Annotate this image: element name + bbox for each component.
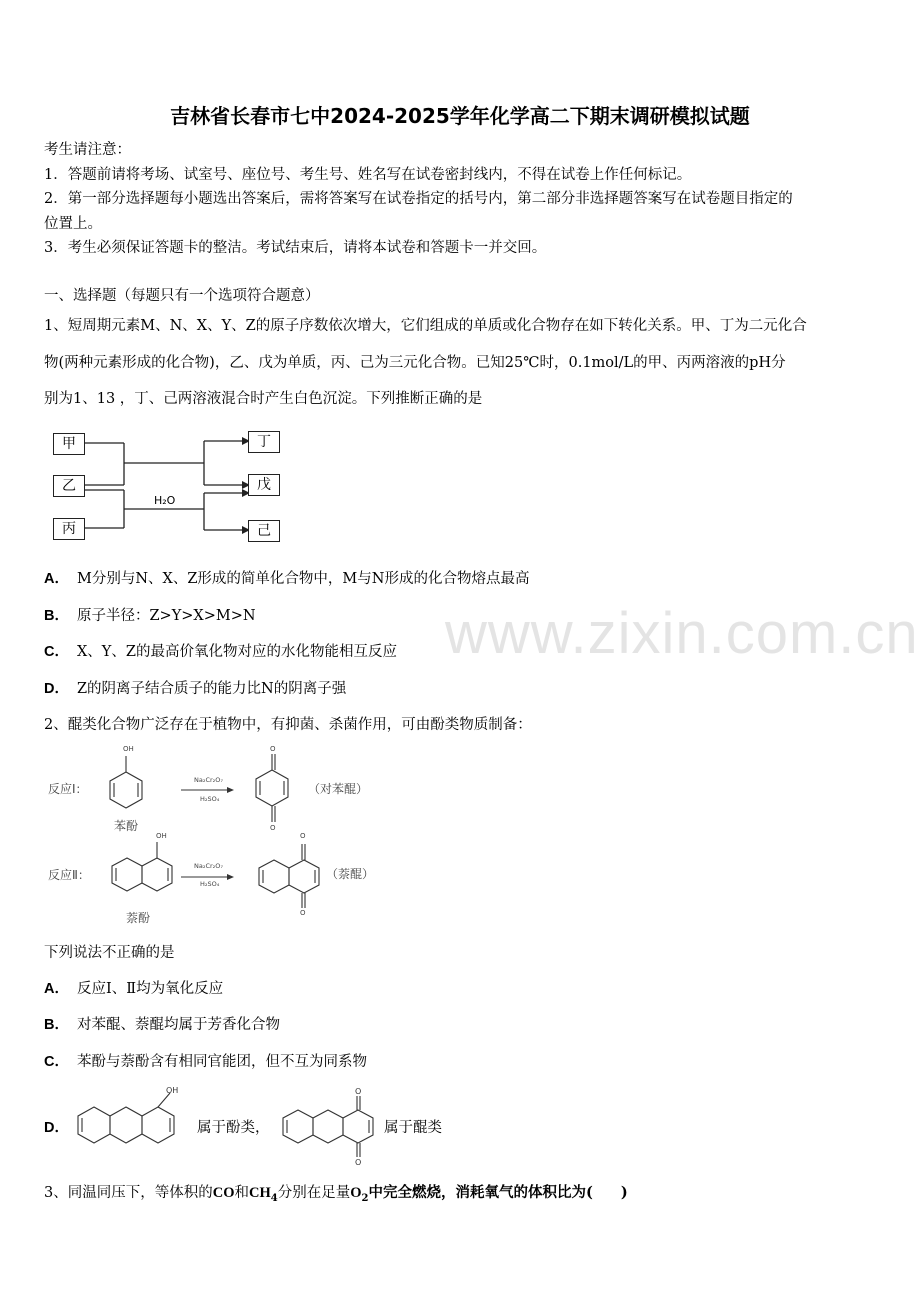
q2-option-c bbox=[44, 1050, 367, 1071]
notice-heading: 考生请注意： bbox=[44, 142, 131, 158]
option-text: 原子半径：Z>Y>X>M>N bbox=[76, 608, 256, 624]
q2-option-d-text-a: 属于酚类， bbox=[197, 1120, 270, 1136]
box-bing: 丙 bbox=[53, 518, 85, 540]
formula-o2: O bbox=[350, 1185, 362, 1201]
box-ji: 己 bbox=[248, 520, 280, 542]
watermark: www.zixin.com.cn bbox=[445, 601, 919, 666]
o-label-5: O bbox=[355, 1087, 362, 1096]
option-key: A． bbox=[44, 981, 69, 997]
q3-part-1: 3、同温同压下，等体积的 bbox=[44, 1185, 213, 1201]
q1-option-d bbox=[44, 677, 346, 698]
option-key: D． bbox=[44, 681, 69, 697]
q3-stem bbox=[44, 1181, 628, 1204]
q1-stem-line-2: 物(两种元素形成的化合物)，乙、戊为单质，丙、己为三元化合物。已知25℃时，0.1mol/L的甲、丙两溶液的pH分 bbox=[44, 355, 786, 371]
reagent-top-1: Na₂Cr₂O₇ bbox=[194, 776, 223, 784]
q2-stem: 2、醌类化合物广泛存在于植物中，有抑菌、杀菌作用，可由酚类物质制备： bbox=[44, 717, 532, 733]
q2-option-b bbox=[44, 1013, 280, 1034]
notice-item-1: 1．答题前请将考场、试室号、座位号、考生号、姓名写在试卷密封线内，不得在试卷上作任何标记。 bbox=[44, 167, 692, 183]
option-text: 对苯醌、萘醌均属于芳香化合物 bbox=[76, 1017, 280, 1033]
option-key: A． bbox=[44, 571, 69, 587]
anthrol-structure bbox=[72, 1083, 202, 1155]
box-jia: 甲 bbox=[53, 433, 85, 455]
q3-close-paren: ) bbox=[620, 1184, 628, 1201]
q1-stem-line-1: 1、短周期元素M、N、X、Y、Z的原子序数依次增大，它们组成的单质或化合物存在如下转化关系。甲、丁为二元化合 bbox=[44, 318, 807, 334]
option-text: X、Y、Z的最高价氧化物对应的水化物能相互反应 bbox=[76, 644, 397, 660]
q1-option-c bbox=[44, 640, 397, 661]
naphthoquinone-name: （萘醌） bbox=[326, 867, 375, 881]
q3-part-3: 中完全燃烧，消耗氧气的体积比为( bbox=[368, 1184, 593, 1201]
notice-item-2: 2．第一部分选择题每小题选出答案后，需将答案写在试卷指定的括号内，第二部分非选择题答案写在试卷题目指定的 bbox=[44, 191, 793, 207]
q3-and: 和 bbox=[234, 1185, 249, 1201]
oh-label-1: OH bbox=[123, 745, 134, 753]
phenol-name: 苯酚 bbox=[114, 819, 139, 833]
reaction-1-label: 反应Ⅰ： bbox=[48, 782, 88, 796]
o-label-6: O bbox=[355, 1158, 362, 1166]
option-text: M分别与N、X、Z形成的简单化合物中，M与N形成的化合物熔点最高 bbox=[76, 571, 530, 587]
reagent-bottom-2: H₂SO₄ bbox=[200, 880, 220, 888]
option-key: C． bbox=[44, 644, 69, 660]
reaction-2-label: 反应Ⅱ： bbox=[48, 868, 90, 882]
subscript-4: 4 bbox=[270, 1192, 278, 1204]
o-label-4: O bbox=[300, 909, 306, 917]
benzoquinone-name: （对苯醌） bbox=[308, 782, 369, 796]
q1-stem-line-3: 别为1、13 ，丁、己两溶液混合时产生白色沉淀。下列推断正确的是 bbox=[44, 391, 483, 407]
option-text: Z的阴离子结合质子的能力比N的阴离子强 bbox=[76, 681, 347, 697]
o-label-1: O bbox=[270, 745, 276, 753]
oh-label-3: OH bbox=[166, 1086, 179, 1095]
o-label-2: O bbox=[270, 824, 276, 832]
naphthol-name: 萘酚 bbox=[126, 911, 151, 925]
page-title: 吉林省长春市七中2024-2025学年化学高二下期末调研模拟试题 bbox=[170, 104, 750, 128]
option-key: B． bbox=[44, 1017, 69, 1033]
box-yi: 乙 bbox=[53, 475, 85, 497]
h2o-reagent: H₂O bbox=[154, 494, 176, 507]
q1-option-b bbox=[44, 604, 256, 625]
q2-ask: 下列说法不正确的是 bbox=[44, 945, 175, 961]
formula-co: CO bbox=[212, 1185, 235, 1201]
reagent-bottom-1: H₂SO₄ bbox=[200, 795, 220, 803]
o-label-3: O bbox=[300, 832, 306, 840]
section-heading: 一、选择题（每题只有一个选项符合题意） bbox=[44, 288, 320, 304]
option-key: B． bbox=[44, 608, 69, 624]
q2-option-d-text-b: 属于醌类 bbox=[384, 1120, 442, 1136]
q3-part-2: 分别在足量 bbox=[277, 1185, 351, 1201]
formula-ch4: CH bbox=[248, 1185, 271, 1201]
option-key: D． bbox=[44, 1120, 69, 1136]
q2-option-a bbox=[44, 977, 223, 998]
oh-label-2: OH bbox=[156, 832, 167, 840]
reagent-top-2: Na₂Cr₂O₇ bbox=[194, 862, 223, 870]
q1-option-a bbox=[44, 567, 529, 588]
anthraquinone-structure bbox=[278, 1086, 388, 1166]
subscript-2: 2 bbox=[361, 1192, 369, 1204]
option-text: 苯酚与萘酚含有相同官能团，但不互为同系物 bbox=[76, 1054, 367, 1070]
box-wu: 戊 bbox=[248, 474, 280, 496]
option-text: 反应Ⅰ、Ⅱ均为氧化反应 bbox=[76, 981, 224, 997]
box-ding: 丁 bbox=[248, 431, 280, 453]
notice-item-2-cont: 位置上。 bbox=[44, 216, 102, 232]
option-key: C． bbox=[44, 1054, 69, 1070]
notice-item-3: 3．考生必须保证答题卡的整洁。考试结束后，请将本试卷和答题卡一并交回。 bbox=[44, 240, 547, 256]
q2-reaction-scheme bbox=[44, 738, 404, 933]
